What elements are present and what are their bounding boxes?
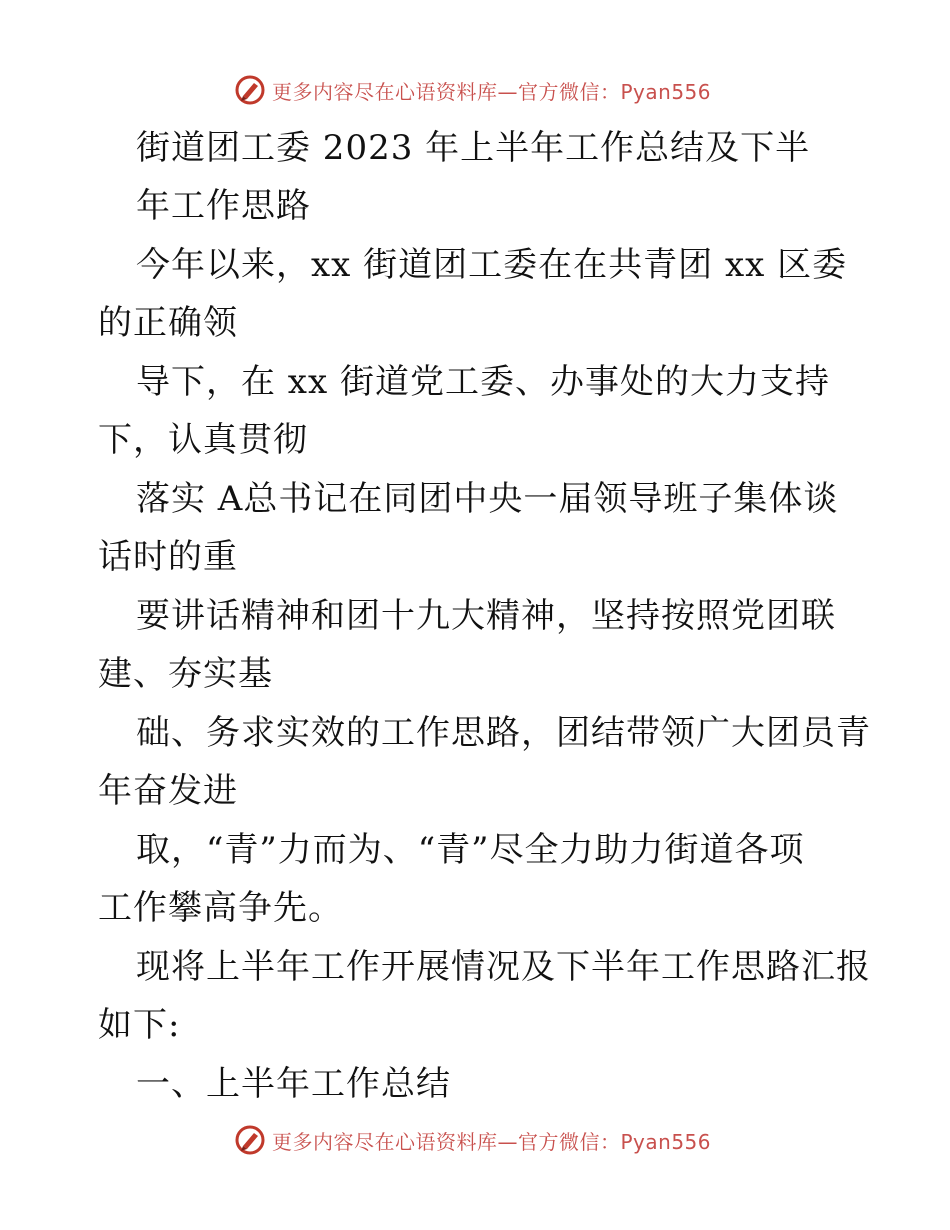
doc-line: 现将上半年工作开展情况及下半年工作思路汇报 — [136, 947, 871, 987]
doc-title-line-1: 街道团工委 2023 年上半年工作总结及下半 — [136, 128, 811, 168]
watermark-text: 更多内容尽在心语资料库—官方微信：Pyan556 — [272, 1129, 712, 1154]
header-watermark — [234, 73, 714, 107]
doc-line: 工作攀高争先。 — [98, 888, 343, 928]
doc-line: 取，“青”力而为、“青”尽全力助力街道各项 — [136, 830, 805, 870]
doc-line: 础、务求实效的工作思路，团结带领广大团员青 — [136, 713, 871, 753]
doc-line: 话时的重 — [98, 537, 238, 577]
doc-line: 建、夯实基 — [98, 654, 273, 694]
doc-title-line-2: 年工作思路 — [136, 186, 311, 226]
doc-line: 要讲话精神和团十九大精神，坚持按照党团联 — [136, 596, 836, 636]
pen-logo-icon — [234, 74, 266, 106]
pen-logo-icon — [234, 1124, 266, 1156]
footer-watermark — [234, 1123, 714, 1157]
doc-line: 年奋发进 — [98, 771, 238, 811]
doc-line: 的正确领 — [98, 303, 238, 343]
doc-line: 今年以来，xx 街道团工委在在共青团 xx 区委 — [136, 245, 848, 285]
doc-line: 导下，在 xx 街道党工委、办事处的大力支持 — [136, 362, 830, 402]
watermark-text: 更多内容尽在心语资料库—官方微信：Pyan556 — [272, 79, 712, 104]
doc-line: 如下: — [98, 1005, 181, 1045]
section-heading: 一、上半年工作总结 — [136, 1064, 451, 1104]
doc-line: 下，认真贯彻 — [98, 420, 308, 460]
doc-line: 落实 A总书记在同团中央一届领导班子集体谈 — [136, 479, 839, 519]
